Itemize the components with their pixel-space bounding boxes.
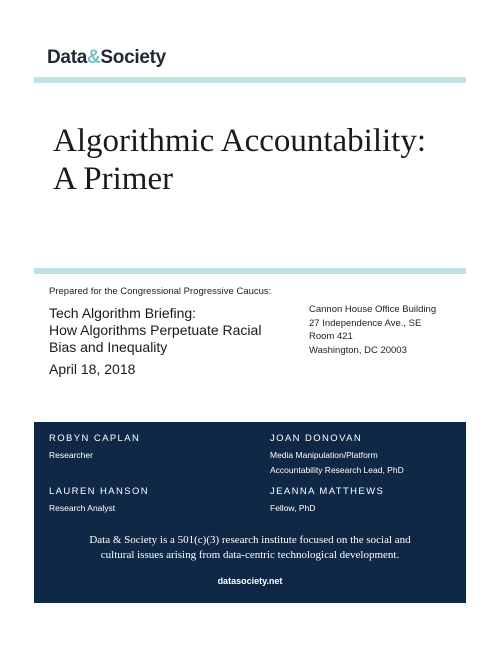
address-line-4: Washington, DC 20003 — [309, 344, 407, 356]
address-line-1: Cannon House Office Building — [309, 304, 437, 315]
mission-statement — [34, 533, 466, 563]
author-role: Research Analyst — [49, 503, 116, 513]
author-role: Fellow, PhD — [270, 503, 316, 513]
title-line-1: Algorithmic Accountability: — [53, 123, 427, 159]
author-role: Media Manipulation/Platform — [270, 450, 378, 460]
author-role: Researcher — [49, 450, 93, 460]
author-lauren-hanson — [49, 486, 149, 516]
author-role-continued: Accountability Research Lead, PhD — [270, 465, 404, 475]
author-name: LAUREN HANSON — [49, 486, 150, 497]
briefing-date: April 18, 2018 — [49, 361, 136, 377]
author-name: JOAN DONOVAN — [270, 433, 363, 444]
briefing-line-2: How Algorithms Perpetuate Racial — [49, 322, 262, 338]
logo-text-data: Data — [47, 47, 87, 68]
author-robyn-caplan — [49, 433, 140, 463]
address-line-3: Room 421 — [309, 331, 353, 342]
authors-panel — [34, 422, 466, 603]
mission-line-1: Data & Society is a 501(c)(3) research institute focused on the social and — [89, 534, 411, 546]
author-jeanna-matthews — [270, 486, 384, 516]
address-line-2: 27 Independence Ave., SE — [309, 317, 422, 329]
author-joan-donovan — [270, 433, 404, 478]
title-line-2: A Primer — [53, 161, 174, 197]
logo-text-society: Society — [100, 47, 166, 68]
briefing-line-1: Tech Algorithm Briefing: — [49, 305, 197, 321]
document-title — [53, 122, 473, 198]
logo-ampersand: & — [86, 47, 101, 68]
mission-line-2: cultural issues arising from data-centric technological development. — [100, 549, 400, 561]
middle-divider — [34, 268, 466, 274]
prepared-for-text: Prepared for the Congressional Progressive Caucus: — [49, 286, 272, 297]
author-name: ROBYN CAPLAN — [49, 433, 141, 444]
top-divider — [34, 77, 466, 83]
website-link[interactable]: datasociety.net — [217, 576, 283, 586]
briefing-title — [49, 305, 289, 356]
briefing-line-3: Bias and Inequality — [49, 339, 168, 355]
brand-logo — [47, 47, 166, 69]
venue-address — [309, 303, 469, 357]
author-name: JEANNA MATTHEWS — [270, 486, 385, 497]
